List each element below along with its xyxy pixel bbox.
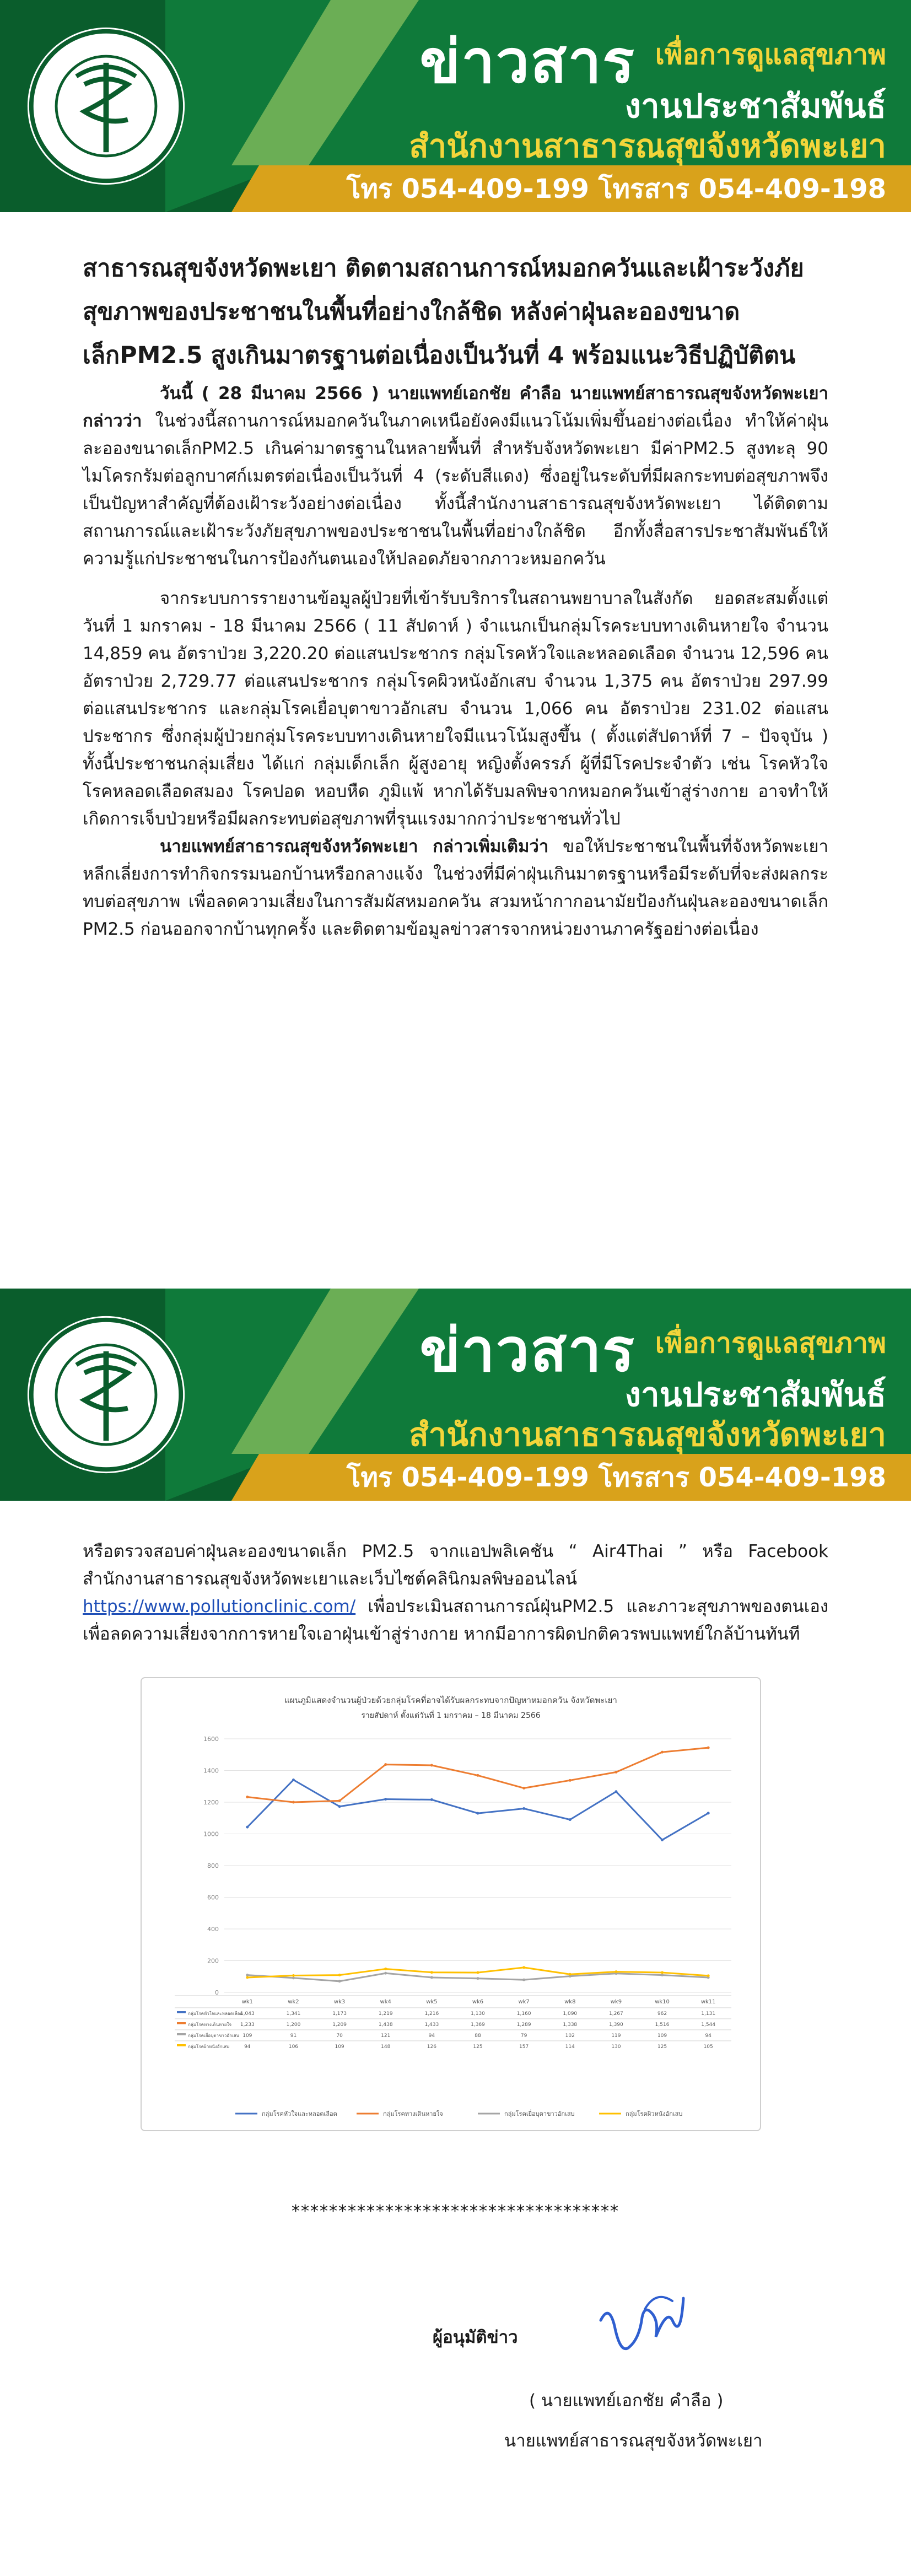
approver-name: ( นายแพทย์เอกชัย คำลือ )	[529, 2391, 724, 2411]
legend-label: กลุ่มโรคหัวใจและหลอดเลือด	[262, 2110, 337, 2117]
y-tick-label: 1000	[203, 1830, 219, 1838]
data-label: 79	[520, 2033, 527, 2039]
data-point	[292, 1976, 295, 1979]
data-point	[338, 1799, 341, 1802]
y-tick-label: 800	[207, 1862, 219, 1869]
data-point	[430, 1971, 433, 1974]
data-point	[522, 1787, 525, 1790]
approver-title: นายแพทย์สาธารณสุขจังหวัดพะเยา	[504, 2431, 763, 2451]
data-point	[430, 1976, 433, 1979]
headline: สาธารณสุขจังหวัดพะเยา ติดตามสถานการณ์หมอกควันและเฝ้าระวังภัยสุขภาพของประชาชนในพื้นที่อย่างใกล้ชิด หลังค่าฝุ่นละอองขนาดเล็กPM2.5 สูงเกินมาตรฐานต่อเนื่องเป็นวันที่ 4 พร้อมแนะวิธีปฏิบัติตน	[83, 255, 804, 369]
x-tick-label: wk6	[472, 1999, 484, 2005]
y-tick-label: 1600	[203, 1736, 219, 1743]
x-tick-label: wk10	[655, 1999, 670, 2005]
data-point	[477, 1774, 479, 1777]
data-label: 1,433	[424, 2022, 439, 2028]
data-label: 962	[657, 2011, 667, 2017]
legend-label: กลุ่มโรคทางเดินหายใจ	[383, 2110, 443, 2117]
table-legend-swatch	[177, 2011, 186, 2013]
banner-office: สำนักงานสาธารณสุขจังหวัดพะเยา	[409, 127, 886, 165]
data-point	[614, 1771, 617, 1774]
paragraph-3	[83, 833, 828, 943]
data-point	[384, 1972, 387, 1975]
table-legend-swatch	[177, 2022, 186, 2024]
data-point	[246, 1976, 249, 1979]
data-point	[522, 1979, 525, 1981]
table-series-name: กลุ่มโรคทางเดินหายใจ	[188, 2022, 232, 2027]
y-tick-label: 400	[207, 1926, 219, 1933]
data-point	[384, 1968, 387, 1970]
data-point	[430, 1764, 433, 1767]
data-label: 125	[657, 2044, 667, 2050]
data-label: 1,390	[609, 2022, 623, 2028]
data-point	[430, 1798, 433, 1801]
data-point	[569, 1818, 572, 1821]
data-label: 157	[519, 2044, 529, 2050]
data-label: 91	[290, 2033, 297, 2039]
table-series-name: กลุ่มโรคเยื่อบุตาขาวอักเสบ	[188, 2033, 239, 2038]
pollution-clinic-link[interactable]: https://www.pollutionclinic.com/	[83, 1597, 356, 1616]
table-series-name: กลุ่มโรคผิวหนังอักเสบ	[188, 2044, 230, 2049]
paragraph-4	[83, 1538, 828, 1648]
data-label: 130	[611, 2044, 621, 2050]
approver-label: ผู้อนุมัติข่าว	[433, 2327, 518, 2347]
data-label: 1,267	[609, 2011, 623, 2017]
x-tick-label: wk9	[610, 1999, 622, 2005]
separator-stars: ***********************************	[292, 2202, 619, 2221]
data-label: 125	[473, 2044, 483, 2050]
data-label: 1,209	[332, 2022, 347, 2028]
data-point	[477, 1812, 479, 1815]
y-tick-label: 0	[215, 1989, 219, 1996]
data-label: 1,544	[701, 2022, 716, 2028]
data-label: 119	[611, 2033, 621, 2039]
x-tick-label: wk2	[288, 1999, 299, 2005]
data-label: 109	[335, 2044, 344, 2050]
ministry-logo	[25, 25, 187, 187]
paragraph-4-a: หรือตรวจสอบค่าฝุ่นละอองขนาดเล็ก PM2.5 จากแอปพลิเคชัน “ Air4Thai ” หรือ Facebook สำนักงานสาธารณสุขจังหวัดพะเยาและเว็บไซต์คลินิกมลพิษออนไลน์	[83, 1542, 828, 1589]
data-point	[707, 1812, 710, 1814]
data-label: 1,043	[240, 2011, 255, 2017]
ministry-logo	[25, 1313, 187, 1476]
data-point	[569, 1973, 572, 1976]
data-label: 109	[242, 2033, 252, 2039]
data-point	[338, 1974, 341, 1976]
patient-chart	[141, 1677, 761, 2131]
data-label: 94	[705, 2033, 711, 2039]
data-label: 1,338	[563, 2022, 578, 2028]
banner-title: ข่าวสาร	[419, 1316, 635, 1385]
data-label: 88	[475, 2033, 481, 2039]
data-point	[292, 1779, 295, 1781]
data-label: 1,173	[332, 2011, 347, 2017]
data-point	[614, 1970, 617, 1973]
data-point	[661, 1839, 664, 1841]
data-label: 106	[288, 2044, 299, 2050]
article-page-2	[83, 1538, 828, 1648]
x-tick-label: wk8	[564, 1999, 576, 2005]
data-point	[661, 1974, 664, 1976]
data-point	[661, 1971, 664, 1974]
paragraph-1	[83, 380, 828, 573]
paragraph-4-b: เพื่อประเมินสถานการณ์ฝุ่นPM2.5 และภาวะสุขภาพของตนเอง เพื่อลดความเสี่ยงจากการหายใจเอาฝุ่นเข้าสู่ร่างกาย หากมีอาการผิดปกติควรพบแพทย์ใกล้บ้านทันที	[83, 1597, 828, 1644]
data-point	[292, 1801, 295, 1804]
data-point	[338, 1805, 341, 1808]
data-point	[522, 1966, 525, 1969]
banner-tagline: เพื่อการดูแลสุขภาพ	[655, 1327, 886, 1359]
data-point	[477, 1977, 479, 1980]
x-tick-label: wk5	[426, 1999, 438, 2005]
series-line	[247, 1780, 708, 1840]
data-point	[522, 1807, 525, 1810]
data-label: 1,160	[516, 2011, 531, 2017]
chart-canvas	[142, 1678, 760, 2130]
data-point	[384, 1763, 387, 1766]
x-tick-label: wk7	[518, 1999, 530, 2005]
table-series-name: กลุ่มโรคหัวใจและหลอดเลือด	[188, 2011, 243, 2016]
legend-label: กลุ่มโรคผิวหนังอักเสบ	[626, 2110, 683, 2117]
data-label: 1,131	[701, 2011, 716, 2017]
table-legend-swatch	[177, 2044, 186, 2046]
banner-phone: โทร 054-409-199 โทรสาร 054-409-198	[346, 174, 886, 204]
paragraph-1-lead: วันนี้ ( 28 มีนาคม 2566 ) นายแพทย์เอกชัย คำลือ นายแพทย์สาธารณสุขจังหวัดพะเยา กล่าวว่า	[83, 384, 828, 431]
x-tick-label: wk11	[700, 1999, 716, 2005]
data-label: 1,216	[424, 2011, 439, 2017]
banner-title: ข่าวสาร	[419, 28, 635, 96]
data-label: 1,090	[563, 2011, 578, 2017]
news-banner-page-2	[0, 1289, 911, 1501]
news-banner	[0, 0, 911, 212]
x-tick-label: wk3	[333, 1999, 346, 2005]
x-tick-label: wk1	[241, 1999, 253, 2005]
data-label: 121	[381, 2033, 391, 2039]
data-point	[246, 1826, 249, 1829]
data-point	[707, 1974, 710, 1977]
data-point	[661, 1751, 664, 1754]
signature-image	[590, 2287, 694, 2370]
banner-unit: งานประชาสัมพันธ์	[624, 1376, 886, 1414]
data-label: 1,219	[378, 2011, 393, 2017]
data-label: 105	[703, 2044, 713, 2050]
data-label: 1,130	[471, 2011, 485, 2017]
paragraph-2: จากระบบการรายงานข้อมูลผู้ป่วยที่เข้ารับบริการในสถานพยาบาลในสังกัด ยอดสะสมตั้งแต่วันที่ 1 มกราคม - 18 มีนาคม 2566 ( 11 สัปดาห์ ) จำแนกเป็นกลุ่มโรคระบบทางเดินหายใจ จำนวน 14,859 คน อัตราป่วย 3,220.20 ต่อแสนประชากร กลุ่มโรคหัวใจและหลอดเลือด จำนวน 12,596 คน อัตราป่วย 2,729.77 ต่อแสนประชากร กลุ่มโรคผิวหนังอักเสบ จำนวน 1,375 คน อัตราป่วย 297.99 ต่อแสนประชากร และกลุ่มโรคเยื่อบุตาขาวอักเสบ จำนวน 1,066 คน อัตราป่วย 231.02 ต่อแสนประชากร ซึ่งกลุ่มผู้ป่วยกลุ่มโรคระบบทางเดินหายใจมีแนวโน้มสูงขึ้น ( ตั้งแต่สัปดาห์ที่ 7 – ปัจจุบัน ) ทั้งนี้ประชาชนกลุ่มเสี่ยง ได้แก่ กลุ่มเด็กเล็ก ผู้สูงอายุ หญิงตั้งครรภ์ ผู้ที่มีโรคประจำตัว เช่น โรคหัวใจ โรคหลอดเลือดสมอง โรคปอด หอบหืด ภูมิแพ้ หากได้รับมลพิษจากหมอกควันเข้าสู่ร่างกาย อาจทำให้เกิดการเจ็บป่วยหรือมีผลกระทบต่อสุขภาพที่รุนแรงมากกว่าประชาชนทั่วไป	[83, 589, 828, 829]
chart-title: แผนภูมิแสดงจำนวนผู้ป่วยด้วยกลุ่มโรคที่อาจได้รับผลกระทบจากปัญหาหมอกควัน จังหวัดพะเยา	[284, 1695, 617, 1705]
data-label: 126	[427, 2044, 436, 2050]
chart-subtitle: รายสัปดาห์ ตั้งแต่วันที่ 1 มกราคม – 18 มีนาคม 2566	[361, 1711, 541, 1720]
data-label: 1,289	[516, 2022, 531, 2028]
y-tick-label: 1400	[203, 1767, 219, 1775]
data-label: 102	[565, 2033, 575, 2039]
banner-phone: โทร 054-409-199 โทรสาร 054-409-198	[346, 1462, 886, 1493]
data-label: 94	[428, 2033, 435, 2039]
x-tick-label: wk4	[380, 1999, 391, 2005]
data-label: 70	[336, 2033, 343, 2039]
data-point	[707, 1747, 710, 1749]
data-label: 148	[381, 2044, 391, 2050]
data-label: 94	[244, 2044, 251, 2050]
banner-tagline: เพื่อการดูแลสุขภาพ	[655, 39, 886, 71]
data-label: 1,233	[240, 2022, 255, 2028]
y-tick-label: 600	[207, 1894, 219, 1901]
data-point	[246, 1796, 249, 1798]
paragraph-3-body: ขอให้ประชาชนในพื้นที่จังหวัดพะเยา หลีกเลี่ยงการทำกิจกรรมนอกบ้านหรือกลางแจ้ง ในช่วงที่มีค่าฝุ่นเกินมาตรฐานหรือมีระดับที่จะส่งผลกระทบต่อสุขภาพ เพื่อลดความเสี่ยงในการสัมผัสหมอกควัน สวมหน้ากากอนามัยป้องกันฝุ่นละอองขนาดเล็ก PM2.5 ก่อนออกจากบ้านทุกครั้ง และติดตามข้อมูลข่าวสารจากหน่วยงานภาครัฐอย่างต่อเนื่อง	[83, 837, 829, 939]
data-label: 109	[657, 2033, 667, 2039]
y-tick-label: 200	[207, 1957, 219, 1965]
data-point	[477, 1971, 479, 1974]
data-point	[569, 1779, 572, 1782]
data-label: 1,516	[655, 2022, 670, 2028]
data-point	[246, 1974, 249, 1976]
data-point	[614, 1790, 617, 1793]
data-point	[384, 1798, 387, 1801]
data-point	[338, 1980, 341, 1982]
table-legend-swatch	[177, 2033, 186, 2035]
data-label: 114	[565, 2044, 575, 2050]
data-label: 1,369	[471, 2022, 485, 2028]
paragraph-3-lead: นายแพทย์สาธารณสุขจังหวัดพะเยา กล่าวเพิ่มเติมว่า	[160, 837, 549, 856]
paragraph-1-body: ในช่วงนี้สถานการณ์หมอกควันในภาคเหนือยังคงมีแนวโน้มเพิ่มขึ้นอย่างต่อเนื่อง ทำให้ค่าฝุ่นละอองขนาดเล็กPM2.5 เกินค่ามาตรฐานในหลายพื้นที่ สำหรับจังหวัดพะเยา มีค่าPM2.5 สูงทะลุ 90 ไมโครกรัมต่อลูกบาศก์เมตรต่อเนื่องเป็นวันที่ 4 (ระดับสีแดง) ซึ่งอยู่ในระดับที่มีผลกระทบต่อสุขภาพจึงเป็นปัญหาสำคัญที่ต้องเฝ้าระวังอย่างต่อเนื่อง ทั้งนี้สำนักงานสาธารณสุขจังหวัดพะเยา ได้ติดตามสถานการณ์และเฝ้าระวังภัยสุขภาพของประชาชนในพื้นที่อย่างใกล้ชิด อีกทั้งสื่อสารประชาสัมพันธ์ให้ความรู้แก่ประชาชนในการป้องกันตนเองให้ปลอดภัยจากภาวะหมอกควัน	[83, 411, 828, 569]
legend-label: กลุ่มโรคเยื่อบุตาขาวอักเสบ	[504, 2110, 575, 2117]
data-label: 1,438	[378, 2022, 393, 2028]
data-label: 1,200	[286, 2022, 301, 2028]
banner-office: สำนักงานสาธารณสุขจังหวัดพะเยา	[409, 1416, 886, 1453]
y-tick-label: 1200	[203, 1799, 219, 1806]
data-point	[292, 1974, 295, 1977]
data-label: 1,341	[286, 2011, 301, 2017]
banner-unit: งานประชาสัมพันธ์	[624, 87, 886, 126]
article-page-1	[83, 247, 828, 943]
